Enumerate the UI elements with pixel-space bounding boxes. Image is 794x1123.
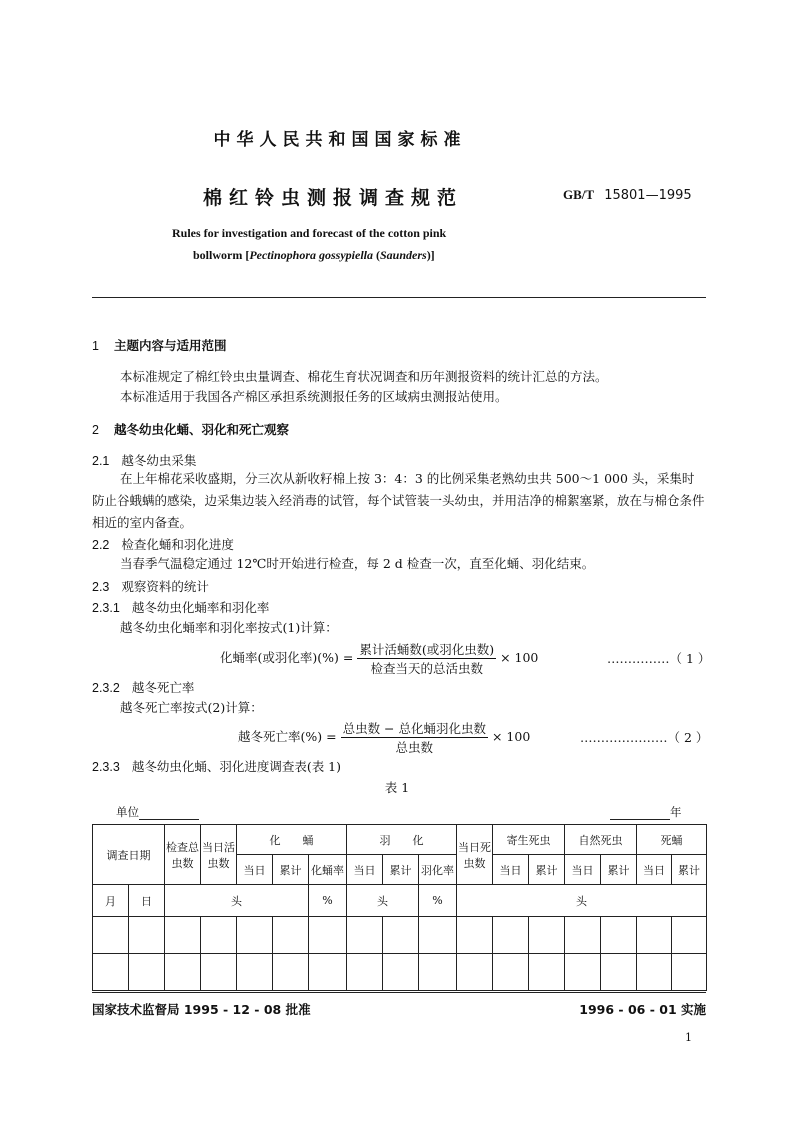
english-title-author: Saunders [380, 248, 427, 262]
formula-1-denominator: 检查当天的总活虫数 [370, 661, 483, 676]
header-eclosion-rate: 羽化率 [419, 855, 457, 885]
header-alive-today: 当日活虫数 [201, 825, 237, 885]
header-today: 当日 [565, 855, 601, 885]
subsection-number: 2.3 [92, 580, 110, 594]
header-survey-date: 调查日期 [93, 825, 165, 885]
unit-month: 月 [93, 885, 129, 917]
table-1 [92, 824, 707, 991]
section-1-heading [92, 336, 227, 354]
subsection-number: 2.1 [92, 454, 110, 468]
subsection-2-3-heading [92, 577, 209, 595]
header-pupation-rate: 化蛹率 [309, 855, 347, 885]
subsection-2-2-heading [92, 535, 234, 553]
header-cumulative: 累计 [383, 855, 419, 885]
year-label: 年 [670, 805, 682, 819]
standard-number [563, 187, 692, 203]
header-natural-dead: 自然死虫 [565, 825, 637, 855]
formula-1-lhs: 化蛹率(或羽化率)(%) = [220, 650, 354, 665]
standard-code: 15801—1995 [604, 188, 692, 203]
country-standard-heading: 中华人民共和国国家标准 [213, 130, 467, 150]
header-cumulative: 累计 [273, 855, 309, 885]
english-title-genus: Pectinophora gossypiella [249, 248, 373, 262]
standard-prefix: GB/T [563, 187, 595, 202]
subsection-title: 观察资料的统计 [121, 579, 209, 594]
section-2-heading [92, 420, 289, 438]
header-pupation: 化 蛹 [237, 825, 347, 855]
unit-label: 单位 [116, 805, 139, 819]
approval-info: 国家技术监督局 1995 - 12 - 08 批准 [92, 1002, 311, 1017]
header-today: 当日 [347, 855, 383, 885]
formula-2-number: …………………（ 2 ） [580, 730, 709, 745]
subsection-2-1-heading [92, 451, 196, 469]
section-1-paragraph-1: 本标准规定了棉红铃虫虫量调查、棉花生育状况调查和历年测报资料的统计汇总的方法。 [120, 369, 608, 384]
unit-day: 日 [129, 885, 165, 917]
table-unit-field [116, 804, 199, 820]
page-number: 1 [685, 1031, 692, 1044]
english-title-line2 [193, 248, 435, 263]
subsection-2-3-1-heading [92, 598, 269, 616]
formula-2-numerator: 总虫数 − 总化蛹羽化虫数 [342, 721, 486, 736]
subsection-2-3-2-heading [92, 678, 194, 696]
formula-1-multiplier: × 100 [500, 650, 539, 665]
header-dead-today: 当日死虫数 [457, 825, 493, 885]
formula-1-numerator: 累计活蛹数(或羽化虫数) [359, 642, 495, 657]
header-dead-pupa: 死蛹 [637, 825, 707, 855]
formula-1-fraction [357, 640, 496, 677]
section-number: 2 [92, 423, 99, 437]
subsection-2-1-paragraph: 在上年棉花采收盛期，分三次从新收籽棉上按 3：4：3 的比例采集老熟幼虫共 500～1 000 头，采集时防止谷蛾螨的感染，边采集边装入经消毒的试管，每个试管装一头幼虫，并用洁净的棉絮塞紧，放在与棉仓条件相近的室内备查。 [92, 471, 705, 530]
header-cumulative: 累计 [601, 855, 637, 885]
unit-head-2: 头 [347, 885, 419, 917]
header-checked-total: 检查总虫数 [165, 825, 201, 885]
formula-2 [238, 719, 530, 756]
unit-percent-1: % [309, 885, 347, 917]
formula-1 [220, 640, 538, 677]
header-cumulative: 累计 [672, 855, 707, 885]
english-title-part-a: bollworm [ [193, 248, 250, 262]
subsection-number: 2.2 [92, 538, 110, 552]
subsection-title: 越冬死亡率 [131, 680, 195, 695]
document-title: 棉红铃虫测报调查规范 [203, 187, 464, 209]
subsection-2-2-paragraph: 当春季气温稳定通过 12℃时开始进行检查，每 2 d 检查一次，直至化蛹、羽化结束。 [120, 556, 595, 571]
subsection-2-3-3-heading [92, 757, 341, 775]
unit-blank-line [139, 819, 199, 820]
formula-2-denominator: 总虫数 [395, 740, 434, 755]
implementation-date: 1996 - 06 - 01 实施 [579, 1002, 706, 1017]
table-row [93, 954, 707, 991]
section-title: 越冬幼虫化蛹、羽化和死亡观察 [114, 422, 290, 437]
english-title-line1: Rules for investigation and forecast of the cotton pink [172, 226, 447, 240]
unit-head-3: 头 [457, 885, 707, 917]
unit-percent-2: % [419, 885, 457, 917]
subsection-title: 检查化蛹和羽化进度 [121, 537, 234, 552]
header-today: 当日 [493, 855, 529, 885]
section-1-paragraph-2: 本标准适用于我国各产棉区承担系统测报任务的区域病虫测报站使用。 [120, 389, 508, 404]
subsection-title: 越冬幼虫采集 [121, 453, 197, 468]
table-header-row-1 [93, 825, 707, 855]
table-year-field [610, 804, 682, 820]
english-title-part-c: )] [426, 248, 435, 262]
year-blank-line [610, 819, 670, 820]
header-parasitic-dead: 寄生死虫 [493, 825, 565, 855]
formula-1-intro: 越冬幼虫化蛹率和羽化率按式(1)计算： [120, 620, 338, 635]
header-eclosion: 羽 化 [347, 825, 457, 855]
subsection-title: 越冬幼虫化蛹、羽化进度调查表(表 1) [131, 759, 341, 774]
section-title: 主题内容与适用范围 [114, 338, 227, 353]
header-divider [92, 297, 706, 298]
unit-head-1: 头 [165, 885, 309, 917]
english-title-part-b: ( [373, 248, 380, 262]
table-units-row [93, 885, 707, 917]
formula-1-number: ……………（ 1 ） [607, 651, 711, 666]
header-today: 当日 [237, 855, 273, 885]
subsection-number: 2.3.2 [92, 681, 120, 695]
header-today: 当日 [637, 855, 672, 885]
formula-2-lhs: 越冬死亡率(%) = [238, 729, 337, 744]
formula-2-multiplier: × 100 [491, 729, 531, 744]
subsection-number: 2.3.3 [92, 760, 120, 774]
table-1-caption: 表 1 [384, 780, 410, 795]
formula-2-fraction [341, 719, 488, 756]
footer-divider [92, 992, 706, 993]
header-cumulative: 累计 [529, 855, 565, 885]
formula-2-intro: 越冬死亡率按式(2)计算： [120, 700, 263, 715]
table-row [93, 917, 707, 954]
subsection-title: 越冬幼虫化蛹率和羽化率 [131, 600, 270, 615]
subsection-number: 2.3.1 [92, 601, 120, 615]
section-number: 1 [92, 339, 99, 353]
